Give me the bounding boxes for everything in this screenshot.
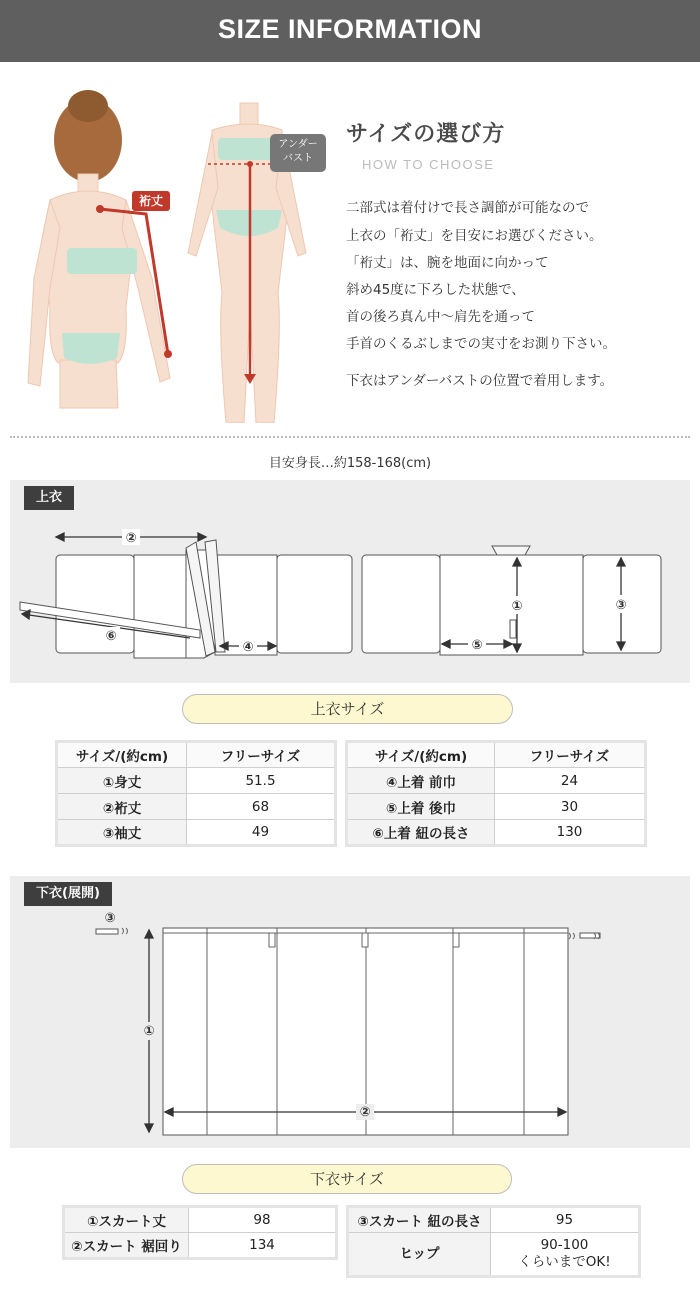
table-cell: 49 — [187, 820, 336, 846]
skirt-size-table-left — [62, 1205, 338, 1260]
skirt-size-pill: 下衣サイズ — [182, 1164, 512, 1194]
table-row — [347, 820, 646, 846]
top-size-table-left — [55, 740, 337, 847]
skirt-tag: 下衣(展開) — [24, 882, 112, 906]
how-to-line: 上衣の「裄丈」を目安にお選びください。 — [346, 228, 603, 244]
top-garment-panel — [10, 480, 690, 683]
front-top-band — [218, 138, 276, 160]
underbust-tag-line2: バスト — [283, 153, 313, 164]
top-garment-tag: 上衣 — [24, 486, 74, 510]
skirt-marker-1: ① — [143, 1024, 155, 1039]
table-cell: 24 — [495, 768, 646, 794]
marker-5: ⑤ — [471, 638, 483, 653]
guide-height: 目安身長…約158-168(cm) — [268, 456, 432, 471]
table-row — [64, 1207, 337, 1233]
table-row — [57, 820, 336, 846]
table-row — [347, 794, 646, 820]
woman-figures-icon — [20, 78, 340, 423]
table-header: フリーサイズ — [187, 742, 336, 768]
table-cell — [491, 1233, 640, 1277]
table-header: フリーサイズ — [495, 742, 646, 768]
yuki-tag: 裄丈 — [132, 191, 170, 211]
hip-range: 90-100 — [540, 1237, 589, 1253]
table-cell: 51.5 — [187, 768, 336, 794]
table-cell: ③袖丈 — [57, 820, 187, 846]
top-size-table-right — [345, 740, 647, 847]
table-cell: ①身丈 — [57, 768, 187, 794]
how-to-title: サイズの選び方 — [346, 122, 506, 147]
marker-1: ① — [511, 599, 523, 614]
how-to-bottom-note: 下衣はアンダーバストの位置で着用します。 — [346, 373, 614, 389]
figure-area — [20, 78, 340, 423]
table-cell: ②裄丈 — [57, 794, 187, 820]
table-row — [347, 742, 646, 768]
how-to-line: 「裄丈」は、腕を地面に向かって — [346, 255, 549, 271]
page-title: SIZE INFORMATION — [218, 14, 482, 44]
table-cell: ⑤上着 後巾 — [347, 794, 495, 820]
skirt-marker-3: ③ — [104, 911, 116, 926]
how-to-line: 首の後ろ真ん中〜肩先を通って — [346, 309, 535, 325]
underbust-tag-line1: アンダー — [278, 139, 318, 150]
how-to-subtitle: HOW TO CHOOSE — [362, 157, 495, 172]
skirt-marker-2: ② — [359, 1105, 371, 1120]
table-cell: 68 — [187, 794, 336, 820]
table-row — [348, 1207, 640, 1233]
marker-4: ④ — [242, 640, 254, 655]
table-cell: ③スカート 紐の長さ — [348, 1207, 491, 1233]
table-cell: 130 — [495, 820, 646, 846]
back-bottom — [62, 333, 120, 364]
table-row — [57, 794, 336, 820]
table-row — [57, 742, 336, 768]
marker-2: ② — [125, 531, 137, 546]
how-to-line: 斜め45度に下ろした状態で、 — [346, 282, 525, 298]
marker-6: ⑥ — [105, 629, 117, 644]
skirt-diagram-icon — [10, 876, 690, 1148]
skirt-panel — [10, 876, 690, 1148]
underbust-tag — [270, 134, 326, 172]
table-cell: ④上着 前巾 — [347, 768, 495, 794]
table-cell: 98 — [189, 1207, 337, 1233]
table-cell: ヒップ — [348, 1233, 491, 1277]
back-top-band — [67, 248, 137, 274]
table-cell: ⑥上着 紐の長さ — [347, 820, 495, 846]
table-row — [347, 768, 646, 794]
table-header: サイズ/(約cm) — [347, 742, 495, 768]
table-row — [64, 1233, 337, 1259]
table-cell: ①スカート丈 — [64, 1207, 189, 1233]
table-row — [348, 1233, 640, 1277]
table-cell: 95 — [491, 1207, 640, 1233]
divider — [10, 436, 690, 438]
skirt-size-table-right — [346, 1205, 641, 1278]
hip-note: くらいまでOK! — [518, 1254, 611, 1270]
top-size-pill: 上衣サイズ — [182, 694, 513, 724]
table-cell: ②スカート 裾回り — [64, 1233, 189, 1259]
table-header: サイズ/(約cm) — [57, 742, 187, 768]
table-cell: 134 — [189, 1233, 337, 1259]
top-garment-diagram-icon — [10, 480, 690, 683]
how-to-line: 二部式は着付けで長さ調節が可能なので — [346, 200, 589, 216]
table-cell: 30 — [495, 794, 646, 820]
how-to-line: 手首のくるぶしまでの実寸をお測り下さい。 — [346, 336, 616, 352]
marker-3: ③ — [615, 598, 627, 613]
table-row — [57, 768, 336, 794]
